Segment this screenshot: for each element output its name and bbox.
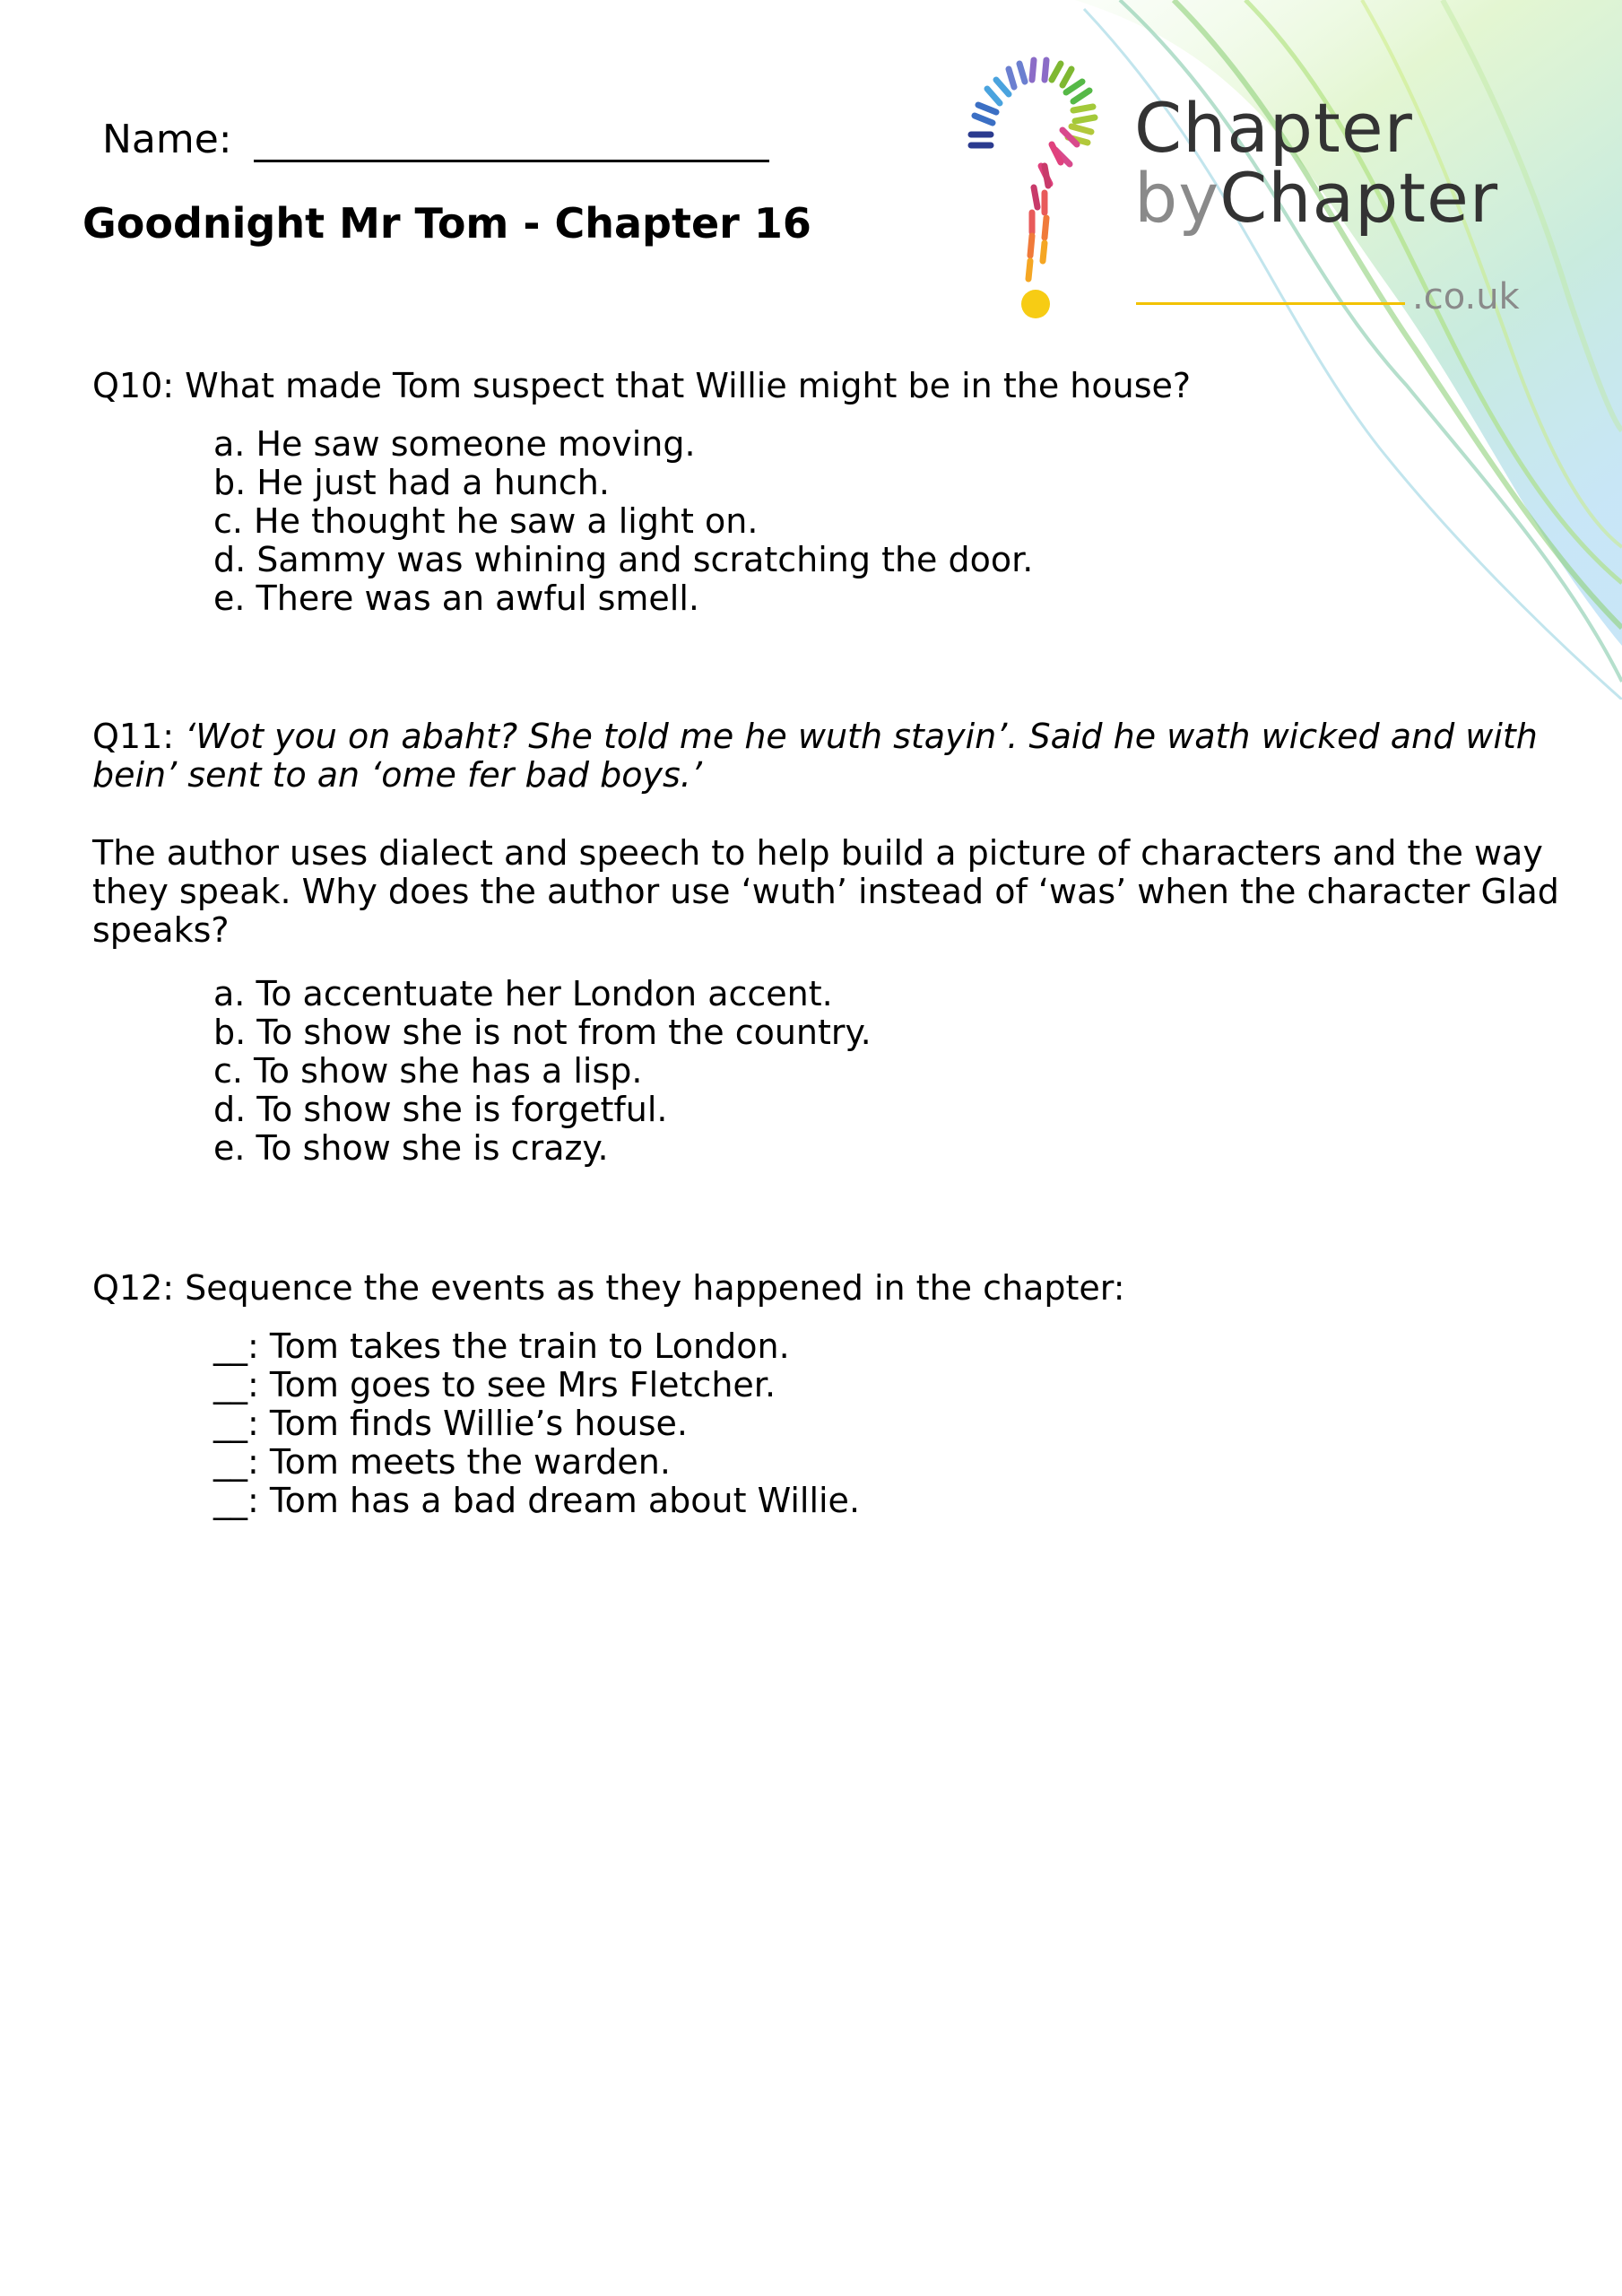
q12-item-1: __: Tom takes the train to London. (213, 1326, 790, 1366)
logo-chapter-2: Chapter (1219, 158, 1499, 238)
q10-option-b: b. He just had a hunch. (213, 463, 610, 502)
q11-options (213, 975, 872, 1168)
q10-prompt: Q10: What made Tom suspect that Willie might be in the house? (92, 366, 1192, 405)
q11-quote (92, 718, 1545, 795)
q12-item-4: __: Tom meets the warden. (213, 1442, 671, 1482)
q10-option-e: e. There was an awful smell. (213, 578, 700, 618)
name-label: Name: (102, 117, 232, 162)
logo-line-chapter: Chapter (1134, 88, 1413, 168)
q11-body-line-1: The author uses dialect and speech to help build a picture of characters and the way (92, 833, 1543, 873)
logo-wordmark (1134, 88, 1520, 317)
q12-item-5: __: Tom has a bad dream about Willie. (213, 1481, 861, 1520)
q11-body-line-2: they speak. Why does the author use ‘wuth’ instead of ‘was’ when the character Glad (92, 872, 1559, 911)
q11-option-e: e. To show she is crazy. (213, 1128, 609, 1168)
page-title: Goodnight Mr Tom - Chapter 16 (82, 199, 811, 248)
question-mark-books-icon (964, 49, 1107, 318)
q10-option-d: d. Sammy was whining and scratching the door. (213, 540, 1034, 579)
q11-label: Q11: (92, 717, 175, 756)
q11-option-b: b. To show she is not from the country. (213, 1013, 872, 1052)
logo-by: by (1134, 158, 1220, 238)
logo-line-bychapter (1134, 158, 1499, 238)
q11-option-d: d. To show she is forgetful. (213, 1090, 668, 1129)
q10-option-c: c. He thought he saw a light on. (213, 501, 759, 541)
chapter-by-chapter-logo (964, 49, 1538, 318)
q11-quote-line-2: bein’ sent to an ‘ome fer bad boys.’ (92, 755, 702, 795)
q11-quote-line-1: ‘Wot you on abaht? She told me he wuth stayin’. Said he wath wicked and with (185, 717, 1538, 756)
q11-body (92, 833, 1559, 950)
q10-options (213, 425, 1033, 618)
q12-item-2: __: Tom goes to see Mrs Fletcher. (213, 1365, 776, 1405)
logo-suffix: .co.uk (1412, 276, 1520, 317)
q11-body-line-3: speaks? (92, 910, 230, 950)
q11-option-c: c. To show she has a lisp. (213, 1051, 643, 1091)
q12-item-3: __: Tom finds Willie’s house. (213, 1404, 688, 1443)
q12-prompt: Q12: Sequence the events as they happened in the chapter: (92, 1268, 1125, 1308)
name-blank-line[interactable] (254, 120, 769, 162)
q12-items (213, 1327, 860, 1520)
logo-underline (1136, 302, 1405, 305)
q11-option-a: a. To accentuate her London accent. (213, 974, 833, 1013)
name-row (102, 117, 769, 162)
q10-option-a: a. He saw someone moving. (213, 424, 696, 464)
